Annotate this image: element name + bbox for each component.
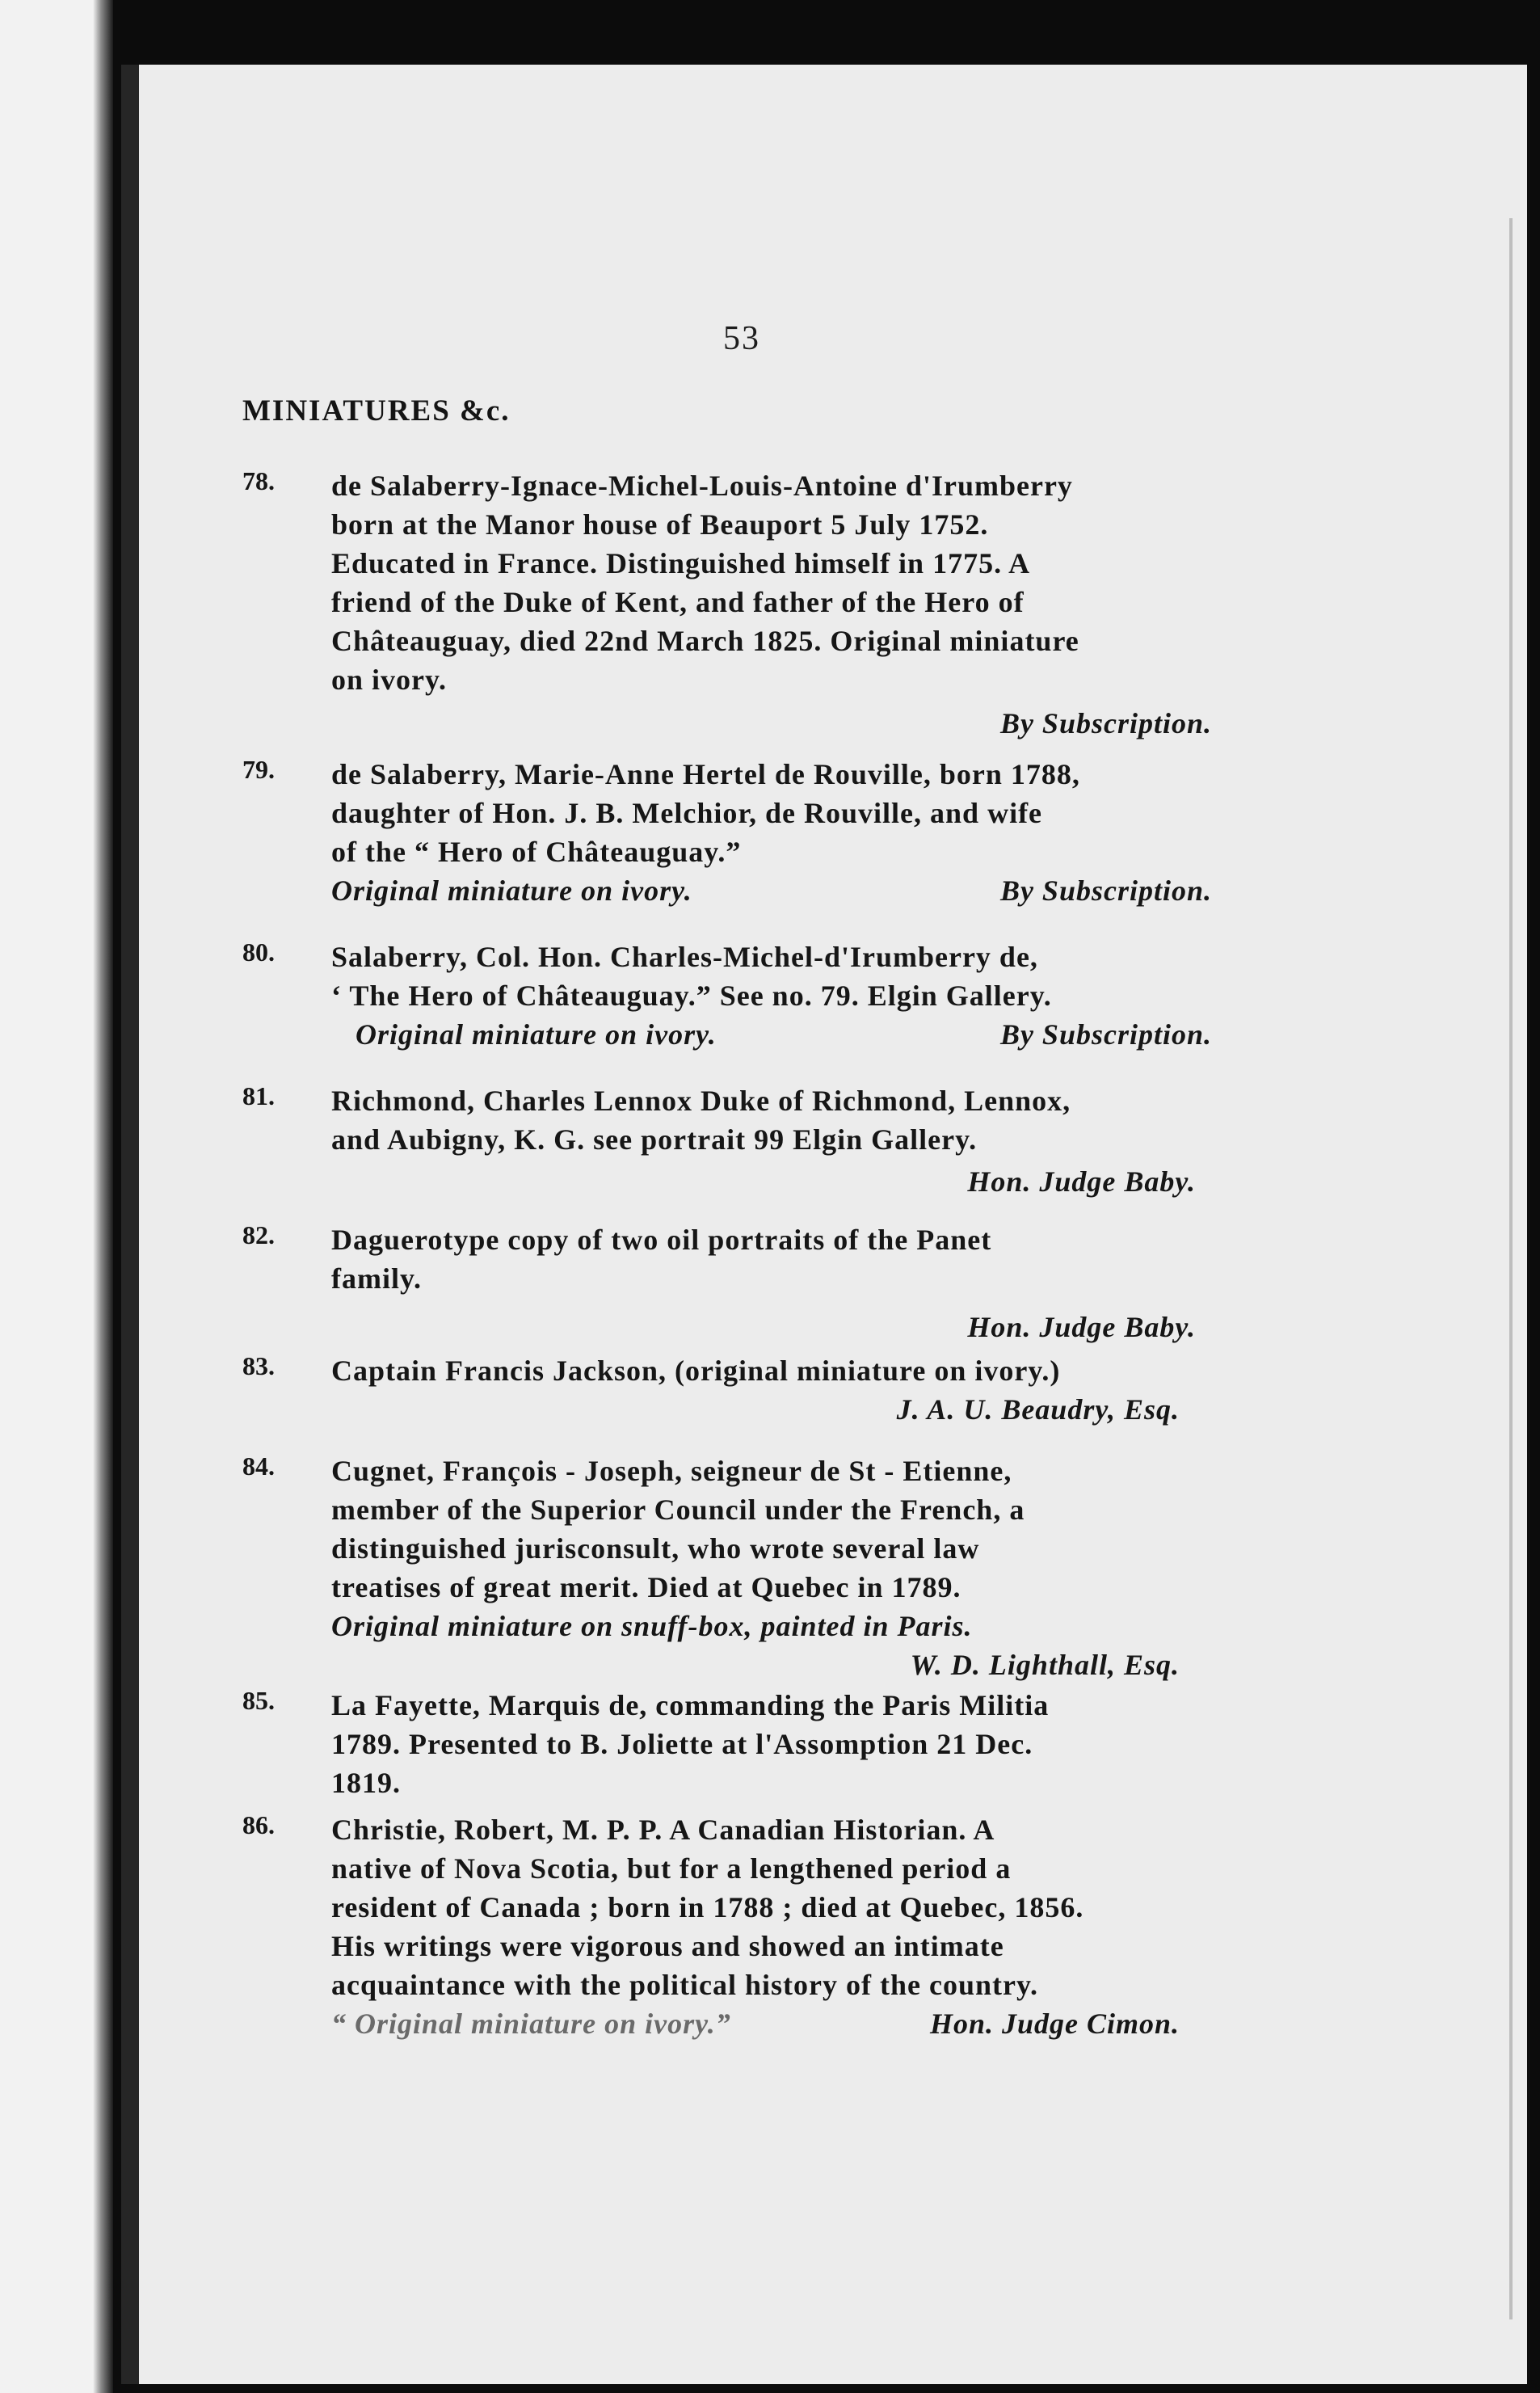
- entry-line: on ivory.: [331, 664, 448, 696]
- entry-line: born at the Manor house of Beauport 5 July 1752.: [331, 508, 989, 541]
- entry-number: 78.: [242, 466, 275, 495]
- entry-line: Christie, Robert, M. P. P. A Canadian Historian. A: [331, 1814, 995, 1846]
- entry-number: 84.: [242, 1451, 275, 1481]
- entry-donor: By Subscription.: [999, 707, 1212, 739]
- entry-line: His writings were vigorous and showed an intimate: [331, 1930, 1004, 1962]
- section-title: MINIATURES &c.: [242, 394, 511, 428]
- entry-note: Original miniature on ivory.: [331, 874, 692, 907]
- book-spine-edge: [0, 0, 113, 2393]
- entry-body: [331, 1686, 1212, 1802]
- entry-line: of the “ Hero of Châteauguay.”: [331, 836, 742, 868]
- entry-body: [331, 755, 1212, 910]
- entry-donor: By Subscription.: [999, 874, 1212, 907]
- entry-donor: J. A. U. Beaudry, Esq.: [896, 1393, 1180, 1426]
- entry-line: La Fayette, Marquis de, commanding the Paris Militia: [331, 1689, 1050, 1721]
- entry-donor: By Subscription.: [999, 1018, 1212, 1051]
- entry-line: distinguished jurisconsult, who wrote several law: [331, 1532, 980, 1565]
- entry-line: member of the Superior Council under the French, a: [331, 1494, 1025, 1526]
- entry-body: [331, 1451, 1212, 1684]
- entry-donor: Hon. Judge Baby.: [967, 1311, 1196, 1343]
- entry-body: [331, 937, 1212, 1054]
- entry-number: 79.: [242, 755, 275, 784]
- entry-body: [331, 466, 1212, 743]
- entry-line: resident of Canada ; born in 1788 ; died at Quebec, 1856.: [331, 1891, 1084, 1923]
- entry-number: 86.: [242, 1810, 275, 1839]
- entry-donor: W. D. Lighthall, Esq.: [910, 1649, 1180, 1681]
- entry-note-row: [331, 1015, 1212, 1054]
- entry-note: Original miniature on snuff-box, painted in Paris.: [331, 1610, 973, 1642]
- entry-line: ‘ The Hero of Châteauguay.” See no. 79. Elgin Gallery.: [331, 980, 1052, 1012]
- entry-line: daughter of Hon. J. B. Melchior, de Rouville, and wife: [331, 797, 1043, 829]
- entry-line: Captain Francis Jackson, (original miniature on ivory.): [331, 1354, 1061, 1387]
- entry-note: Original miniature on ivory.: [356, 1018, 717, 1051]
- entry-body: [331, 1810, 1212, 2043]
- entry-donor: Hon. Judge Baby.: [967, 1165, 1196, 1198]
- entry-line: native of Nova Scotia, but for a lengthened period a: [331, 1852, 1012, 1885]
- entry-line: Daguerotype copy of two oil portraits of the Panet: [331, 1224, 992, 1256]
- entry-line: treatises of great merit. Died at Quebec in 1789.: [331, 1571, 961, 1603]
- entry-line: 1819.: [331, 1767, 401, 1799]
- entry-number: 83.: [242, 1351, 275, 1380]
- entry-body: [331, 1351, 1212, 1429]
- entry-donor: Hon. Judge Cimon.: [929, 2008, 1180, 2040]
- page-right-edge: [1509, 218, 1513, 2319]
- entry-line: Richmond, Charles Lennox Duke of Richmond, Lennox,: [331, 1085, 1071, 1117]
- entry-note-row: [331, 871, 1212, 910]
- entry-line: Salaberry, Col. Hon. Charles-Michel-d'Irumberry de,: [331, 941, 1038, 973]
- entry-note: “ Original miniature on ivory.”: [331, 2008, 731, 2040]
- entry-line: de Salaberry, Marie-Anne Hertel de Rouville, born 1788,: [331, 758, 1080, 790]
- entry-line: Cugnet, François - Joseph, seigneur de St - Etienne,: [331, 1455, 1012, 1487]
- entry-line: de Salaberry-Ignace-Michel-Louis-Antoine d'Irumberry: [331, 470, 1073, 502]
- entry-line: Educated in France. Distinguished himself in 1775. A: [331, 547, 1031, 579]
- entry-number: 80.: [242, 937, 275, 967]
- entry-line: friend of the Duke of Kent, and father of the Hero of: [331, 586, 1025, 618]
- entry-line: and Aubigny, K. G. see portrait 99 Elgin Gallery.: [331, 1123, 978, 1156]
- entry-line: Châteauguay, died 22nd March 1825. Original miniature: [331, 625, 1079, 657]
- entry-number: 85.: [242, 1686, 275, 1715]
- entry-body: [331, 1081, 1212, 1201]
- entry-number: 81.: [242, 1081, 275, 1110]
- entry-line: 1789. Presented to B. Joliette at l'Assomption 21 Dec.: [331, 1728, 1033, 1760]
- entry-line: family.: [331, 1262, 422, 1295]
- entry-number: 82.: [242, 1220, 275, 1249]
- entry-body: [331, 1220, 1212, 1346]
- entry-note-row: [331, 2004, 1212, 2043]
- page-number: 53: [723, 320, 760, 357]
- entry-line: acquaintance with the political history of the country.: [331, 1969, 1038, 2001]
